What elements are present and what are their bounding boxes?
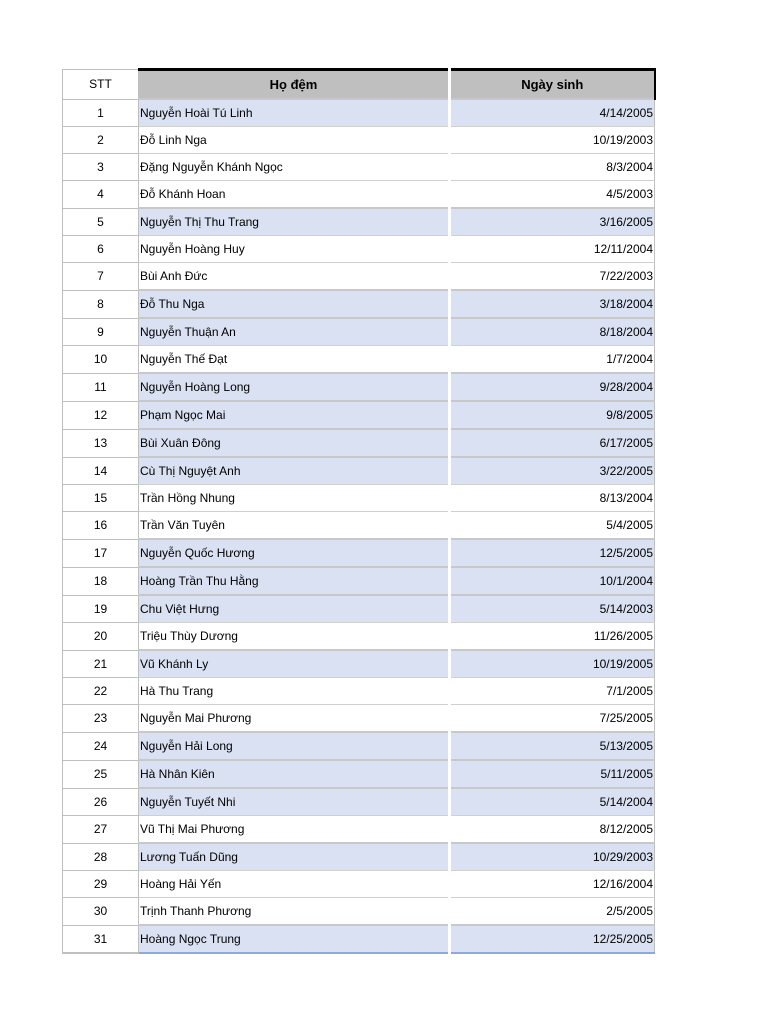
cell-stt[interactable]: 23 xyxy=(63,705,139,733)
cell-dob[interactable]: 12/11/2004 xyxy=(450,236,655,263)
table-row xyxy=(63,539,655,567)
cell-dob[interactable]: 4/5/2003 xyxy=(450,181,655,209)
cell-name[interactable]: Bùi Anh Đức xyxy=(139,263,450,291)
cell-name[interactable]: Hoàng Trần Thu Hằng xyxy=(139,567,450,595)
column-header-stt[interactable]: STT xyxy=(63,70,139,100)
cell-name[interactable]: Triệu Thùy Dương xyxy=(139,623,450,651)
column-header-name[interactable]: Họ đệm xyxy=(139,70,450,100)
cell-dob[interactable]: 6/17/2005 xyxy=(450,429,655,457)
table-row xyxy=(63,705,655,733)
table-row xyxy=(63,401,655,429)
cell-stt[interactable]: 17 xyxy=(63,539,139,567)
table-row xyxy=(63,788,655,816)
cell-dob[interactable]: 5/4/2005 xyxy=(450,512,655,540)
cell-stt[interactable]: 14 xyxy=(63,457,139,485)
cell-dob[interactable]: 8/18/2004 xyxy=(450,318,655,346)
cell-stt[interactable]: 21 xyxy=(63,650,139,678)
cell-name[interactable]: Hoàng Ngọc Trung xyxy=(139,925,450,953)
cell-name[interactable]: Đỗ Khánh Hoan xyxy=(139,181,450,209)
cell-stt[interactable]: 24 xyxy=(63,732,139,760)
table-row xyxy=(63,760,655,788)
table-row xyxy=(63,457,655,485)
cell-dob[interactable]: 3/18/2004 xyxy=(450,290,655,318)
spreadsheet xyxy=(62,68,654,954)
cell-stt[interactable]: 6 xyxy=(63,236,139,263)
cell-stt[interactable]: 9 xyxy=(63,318,139,346)
cell-dob[interactable]: 5/11/2005 xyxy=(450,760,655,788)
cell-dob[interactable]: 5/14/2003 xyxy=(450,595,655,623)
cell-dob[interactable]: 10/19/2005 xyxy=(450,650,655,678)
cell-name[interactable]: Nguyễn Tuyết Nhi xyxy=(139,788,450,816)
table-row xyxy=(63,208,655,236)
cell-stt[interactable]: 5 xyxy=(63,208,139,236)
column-header-dob[interactable]: Ngày sinh xyxy=(450,70,655,100)
cell-name[interactable]: Đỗ Linh Nga xyxy=(139,127,450,154)
table-row xyxy=(63,154,655,181)
table-row xyxy=(63,99,655,127)
table-row xyxy=(63,346,655,374)
cell-dob[interactable]: 5/13/2005 xyxy=(450,732,655,760)
cell-dob[interactable]: 4/14/2005 xyxy=(450,99,655,127)
cell-stt[interactable]: 3 xyxy=(63,154,139,181)
cell-name[interactable]: Nguyễn Hoài Tú Linh xyxy=(139,99,450,127)
cell-stt[interactable]: 8 xyxy=(63,290,139,318)
cell-name[interactable]: Nguyễn Hoàng Long xyxy=(139,373,450,401)
cell-name[interactable]: Chu Việt Hưng xyxy=(139,595,450,623)
cell-dob[interactable]: 7/22/2003 xyxy=(450,263,655,291)
cell-name[interactable]: Nguyễn Quốc Hương xyxy=(139,539,450,567)
cell-name[interactable]: Nguyễn Thế Đạt xyxy=(139,346,450,374)
cell-stt[interactable]: 11 xyxy=(63,373,139,401)
table-row xyxy=(63,127,655,154)
table-row xyxy=(63,732,655,760)
table-row xyxy=(63,181,655,209)
cell-dob[interactable]: 10/19/2003 xyxy=(450,127,655,154)
cell-name[interactable]: Trần Hồng Nhung xyxy=(139,485,450,512)
cell-stt[interactable]: 27 xyxy=(63,816,139,844)
cell-stt[interactable]: 22 xyxy=(63,678,139,705)
table-row xyxy=(63,898,655,926)
cell-name[interactable]: Phạm Ngọc Mai xyxy=(139,401,450,429)
cell-dob[interactable]: 7/1/2005 xyxy=(450,678,655,705)
table-row xyxy=(63,512,655,540)
table-body xyxy=(63,99,655,953)
cell-name[interactable]: Trịnh Thanh Phương xyxy=(139,898,450,926)
table-row xyxy=(63,290,655,318)
cell-stt[interactable]: 25 xyxy=(63,760,139,788)
cell-dob[interactable]: 10/29/2003 xyxy=(450,843,655,871)
cell-dob[interactable]: 11/26/2005 xyxy=(450,623,655,651)
cell-dob[interactable]: 10/1/2004 xyxy=(450,567,655,595)
cell-stt[interactable]: 20 xyxy=(63,623,139,651)
table-row xyxy=(63,236,655,263)
table-row xyxy=(63,623,655,651)
cell-dob[interactable]: 9/8/2005 xyxy=(450,401,655,429)
table-row xyxy=(63,263,655,291)
cell-dob[interactable]: 3/16/2005 xyxy=(450,208,655,236)
cell-name[interactable]: Hoàng Hải Yến xyxy=(139,871,450,898)
cell-name[interactable]: Vũ Khánh Ly xyxy=(139,650,450,678)
cell-stt[interactable]: 26 xyxy=(63,788,139,816)
cell-dob[interactable]: 9/28/2004 xyxy=(450,373,655,401)
table-row xyxy=(63,429,655,457)
cell-stt[interactable]: 1 xyxy=(63,99,139,127)
cell-name[interactable]: Vũ Thị Mai Phương xyxy=(139,816,450,844)
cell-stt[interactable]: 2 xyxy=(63,127,139,154)
cell-dob[interactable]: 8/13/2004 xyxy=(450,485,655,512)
cell-dob[interactable]: 12/5/2005 xyxy=(450,539,655,567)
cell-dob[interactable]: 8/3/2004 xyxy=(450,154,655,181)
cell-dob[interactable]: 3/22/2005 xyxy=(450,457,655,485)
cell-stt[interactable]: 4 xyxy=(63,181,139,209)
cell-stt[interactable]: 30 xyxy=(63,898,139,926)
table-row xyxy=(63,485,655,512)
cell-dob[interactable]: 7/25/2005 xyxy=(450,705,655,733)
cell-name[interactable]: Lương Tuấn Dũng xyxy=(139,843,450,871)
cell-dob[interactable]: 5/14/2004 xyxy=(450,788,655,816)
cell-stt[interactable]: 29 xyxy=(63,871,139,898)
cell-stt[interactable]: 16 xyxy=(63,512,139,540)
table-row xyxy=(63,843,655,871)
cell-name[interactable]: Trần Văn Tuyên xyxy=(139,512,450,540)
cell-name[interactable]: Nguyễn Hải Long xyxy=(139,732,450,760)
table-header xyxy=(63,70,655,100)
cell-name[interactable]: Hà Nhân Kiên xyxy=(139,760,450,788)
cell-name[interactable]: Nguyễn Thị Thu Trang xyxy=(139,208,450,236)
cell-stt[interactable]: 15 xyxy=(63,485,139,512)
cell-dob[interactable]: 2/5/2005 xyxy=(450,898,655,926)
cell-dob[interactable]: 12/25/2005 xyxy=(450,925,655,953)
cell-name[interactable]: Đặng Nguyễn Khánh Ngọc xyxy=(139,154,450,181)
table-row xyxy=(63,567,655,595)
student-table xyxy=(62,68,656,954)
cell-stt[interactable]: 12 xyxy=(63,401,139,429)
table-row xyxy=(63,678,655,705)
cell-dob[interactable]: 12/16/2004 xyxy=(450,871,655,898)
cell-dob[interactable]: 8/12/2005 xyxy=(450,816,655,844)
table-row xyxy=(63,595,655,623)
cell-name[interactable]: Cù Thị Nguyệt Anh xyxy=(139,457,450,485)
cell-stt[interactable]: 31 xyxy=(63,925,139,953)
cell-name[interactable]: Bùi Xuân Đông xyxy=(139,429,450,457)
cell-name[interactable]: Hà Thu Trang xyxy=(139,678,450,705)
table-row xyxy=(63,318,655,346)
cell-dob[interactable]: 1/7/2004 xyxy=(450,346,655,374)
table-row xyxy=(63,816,655,844)
cell-stt[interactable]: 7 xyxy=(63,263,139,291)
table-row xyxy=(63,373,655,401)
table-row xyxy=(63,650,655,678)
cell-stt[interactable]: 19 xyxy=(63,595,139,623)
table-row xyxy=(63,871,655,898)
cell-name[interactable]: Nguyễn Thuận An xyxy=(139,318,450,346)
header-row xyxy=(63,70,655,100)
cell-stt[interactable]: 10 xyxy=(63,346,139,374)
table-row xyxy=(63,925,655,953)
cell-name[interactable]: Nguyễn Mai Phương xyxy=(139,705,450,733)
cell-stt[interactable]: 28 xyxy=(63,843,139,871)
cell-stt[interactable]: 13 xyxy=(63,429,139,457)
cell-stt[interactable]: 18 xyxy=(63,567,139,595)
cell-name[interactable]: Đỗ Thu Nga xyxy=(139,290,450,318)
cell-name[interactable]: Nguyễn Hoàng Huy xyxy=(139,236,450,263)
